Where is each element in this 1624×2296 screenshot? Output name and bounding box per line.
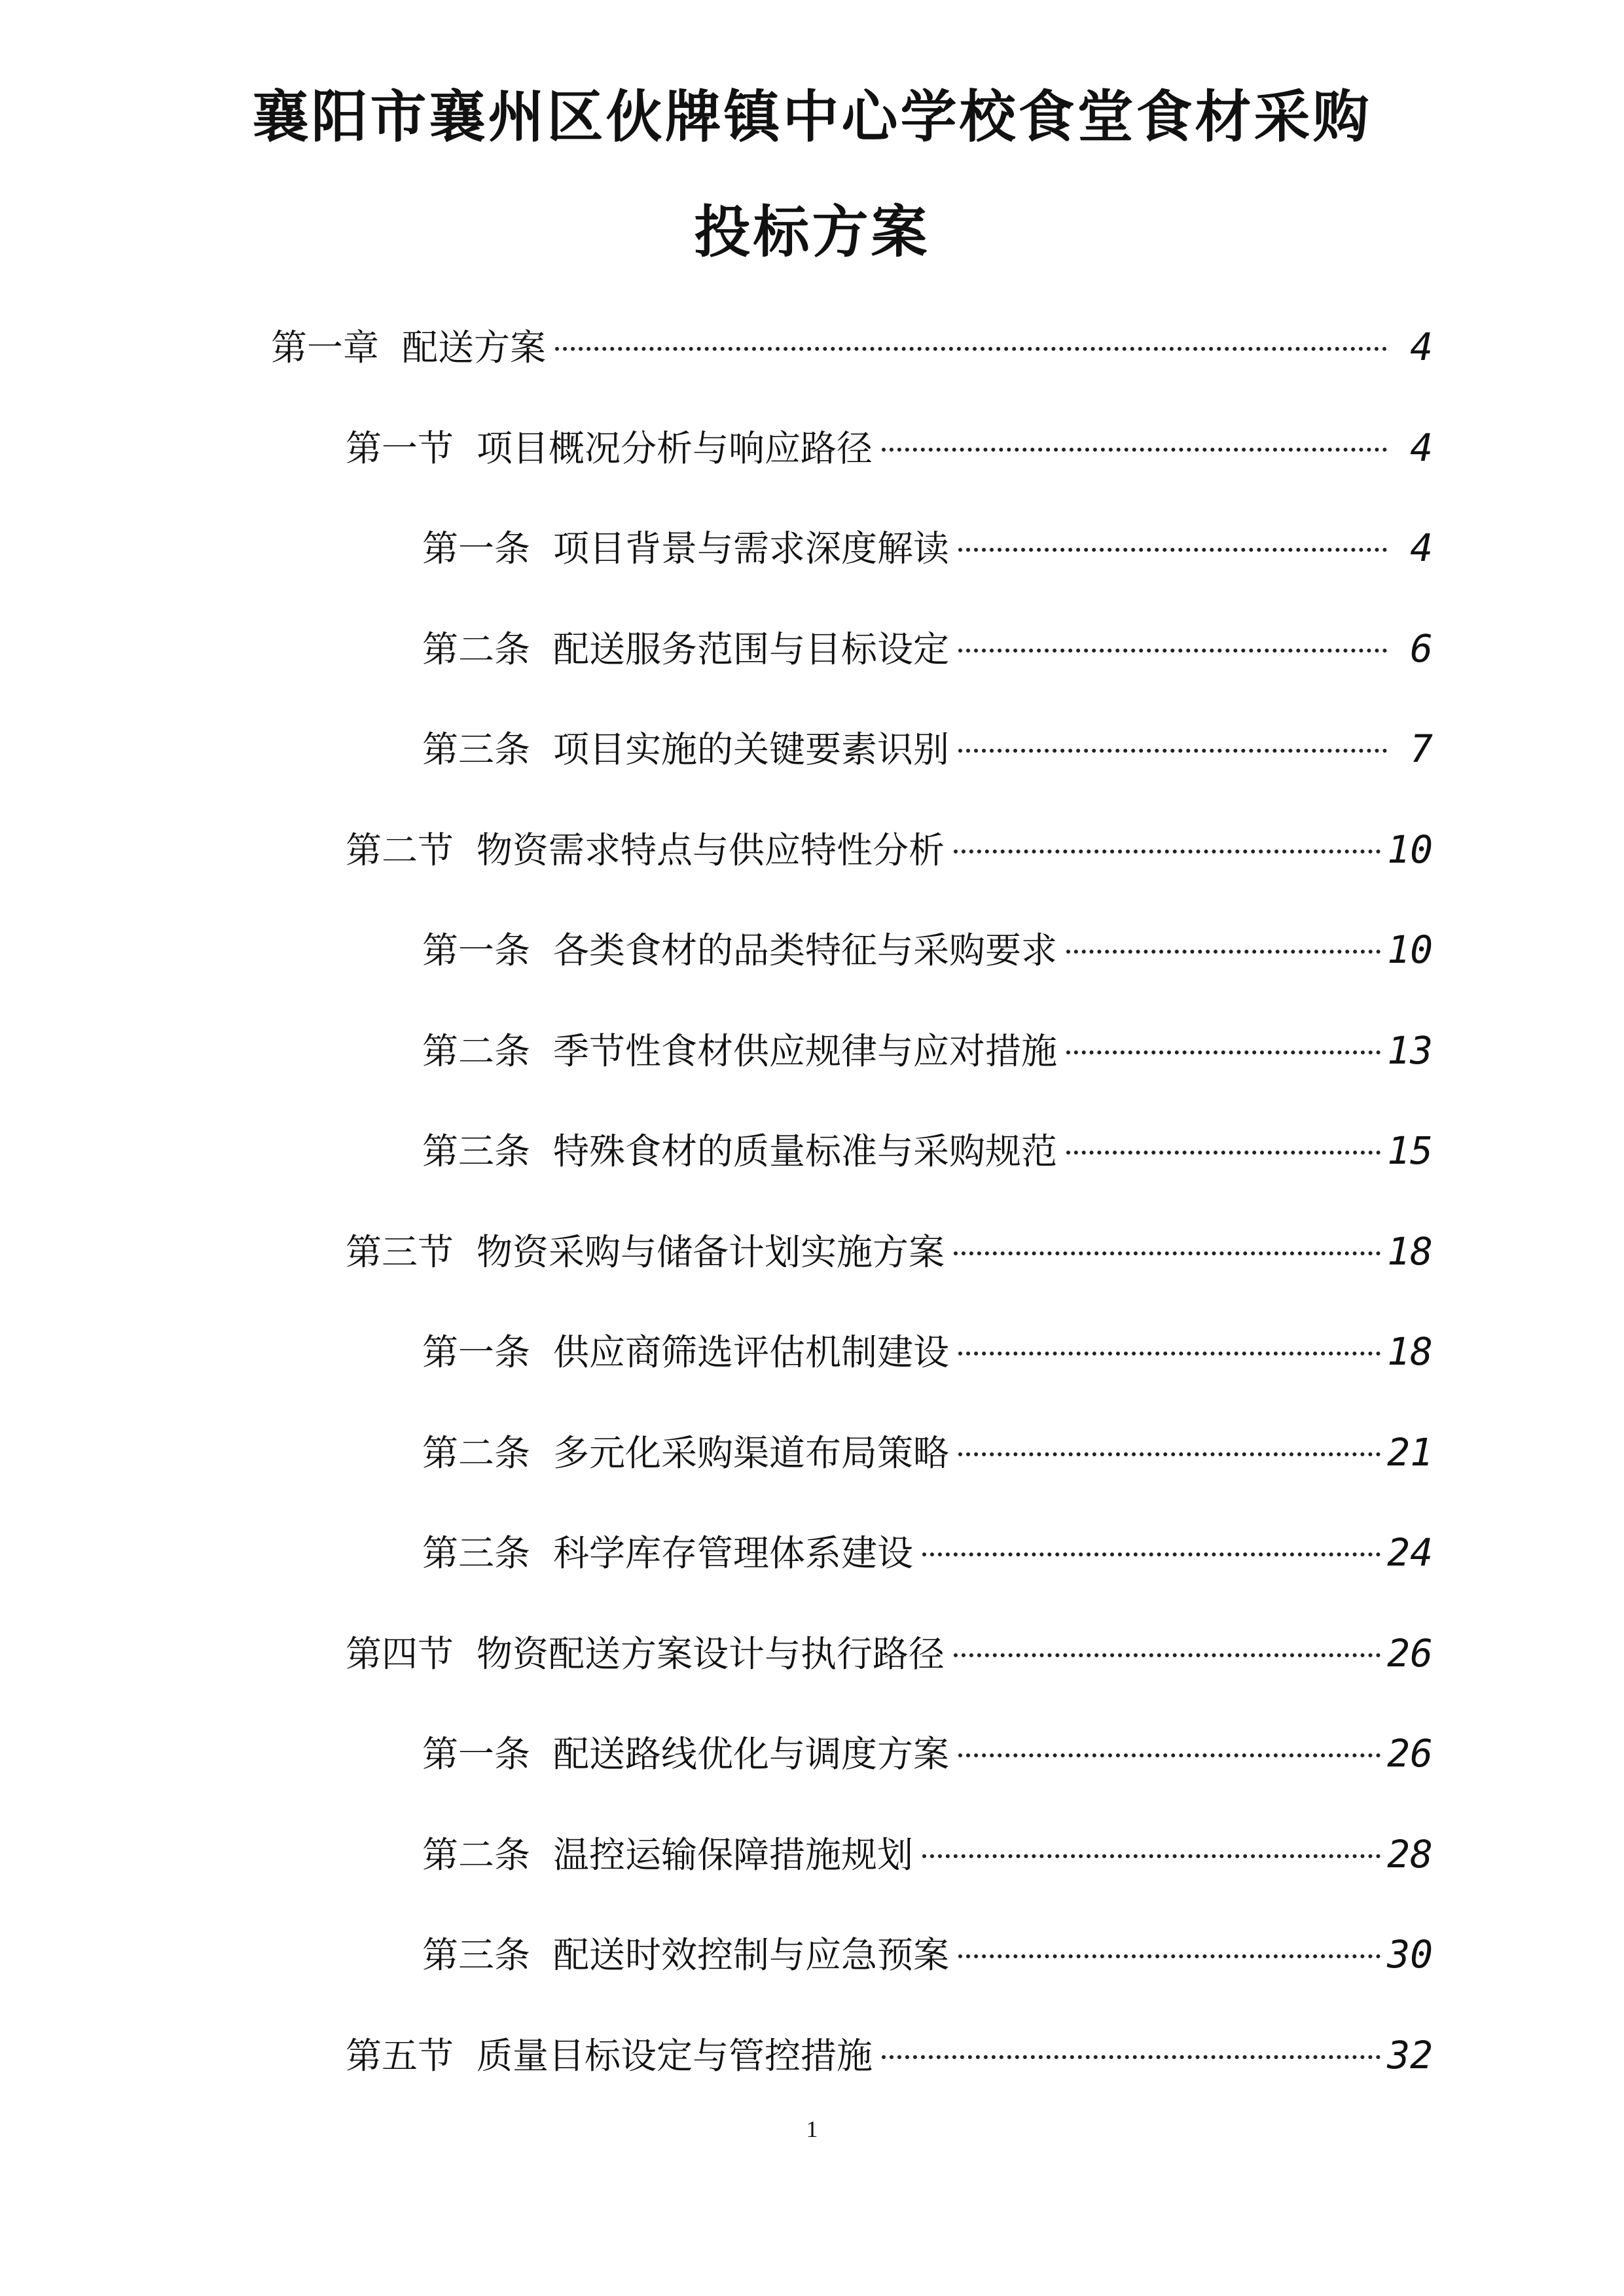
toc-entry-label: 第二节 物资需求特点与供应特性分析 (346, 829, 945, 871)
toc-entry[interactable] (422, 1426, 1433, 1479)
document-title-line-2: 投标方案 (694, 200, 930, 265)
toc-entry-page: 4 (1410, 526, 1433, 570)
toc-entry-label: 第一条 供应商筛选评估机制建设 (422, 1331, 949, 1373)
toc-entry-label: 第一条 项目背景与需求深度解读 (422, 528, 949, 569)
toc-leader-dots (922, 1854, 1380, 1858)
toc-entry[interactable] (422, 1526, 1433, 1579)
toc-entry-label: 第二条 温控运输保障措施规划 (422, 1834, 913, 1876)
toc-entry-label: 第二条 多元化采购渠道布局策略 (422, 1432, 949, 1474)
toc-leader-dots (1066, 1050, 1380, 1054)
document-title-line-1: 襄阳市襄州区伙牌镇中心学校食堂食材采购 (252, 84, 1372, 150)
toc-leader-dots (882, 2055, 1380, 2059)
toc-entry-page: 26 (1387, 1731, 1433, 1776)
toc-entry-label: 第三条 科学库存管理体系建设 (422, 1532, 913, 1574)
toc-leader-dots (954, 1251, 1380, 1255)
toc-leader-dots (1066, 950, 1380, 954)
toc-leader-dots (958, 1352, 1380, 1355)
toc-entry[interactable] (422, 1325, 1433, 1378)
toc-leader-dots (954, 1653, 1380, 1657)
toc-entry-label: 第一条 各类食材的品类特征与采购要求 (422, 929, 1057, 971)
toc-entry[interactable] (422, 1024, 1433, 1077)
toc-entry-page: 4 (1410, 425, 1433, 470)
toc-entry[interactable] (422, 723, 1433, 775)
toc-entry-label: 第一节 项目概况分析与响应路径 (346, 427, 873, 469)
toc-leader-dots (958, 1954, 1380, 1958)
toc-entry-label: 第三条 项目实施的关键要素识别 (422, 728, 949, 770)
toc-entry-label: 第三条 特殊食材的质量标准与采购规范 (422, 1130, 1057, 1172)
toc-entry[interactable] (422, 522, 1433, 574)
toc-entry-label: 第一条 配送路线优化与调度方案 (422, 1733, 949, 1775)
toc-entry-page: 15 (1387, 1128, 1433, 1173)
toc-entry-page: 7 (1410, 726, 1433, 771)
toc-entry[interactable] (346, 422, 1433, 474)
toc-entry-page: 21 (1387, 1430, 1433, 1475)
toc-entry[interactable] (422, 1124, 1433, 1177)
toc-leader-dots (882, 448, 1387, 452)
toc-entry-page: 18 (1387, 1329, 1433, 1374)
toc-leader-dots (958, 1753, 1380, 1757)
toc-entry[interactable] (346, 823, 1433, 876)
toc-leader-dots (958, 548, 1387, 552)
toc-entry[interactable] (422, 1828, 1433, 1880)
toc-entry-page: 10 (1387, 927, 1433, 972)
toc-entry[interactable] (422, 622, 1433, 675)
toc-entry-page: 30 (1387, 1932, 1433, 1977)
toc-leader-dots (958, 649, 1387, 653)
toc-entry-page: 6 (1410, 626, 1433, 671)
toc-entry-label: 第五节 质量目标设定与管控措施 (346, 2035, 873, 2077)
toc-entry-label: 第一章 配送方案 (271, 327, 546, 368)
toc-entry[interactable] (422, 1727, 1433, 1780)
toc-entry-page: 4 (1410, 325, 1433, 369)
toc-leader-dots (922, 1552, 1380, 1556)
toc-entry-page: 10 (1387, 827, 1433, 872)
toc-entry-label: 第二条 季节性食材供应规律与应对措施 (422, 1030, 1057, 1072)
toc-entry-label: 第三节 物资采购与储备计划实施方案 (346, 1231, 945, 1273)
toc-leader-dots (555, 347, 1387, 351)
toc-entry[interactable] (346, 1225, 1433, 1278)
toc-leader-dots (958, 749, 1387, 753)
toc-entry-label: 第二条 配送服务范围与目标设定 (422, 628, 949, 670)
toc-entry-page: 28 (1387, 1832, 1433, 1876)
toc-entry-page: 13 (1387, 1028, 1433, 1073)
toc-entry-page: 24 (1387, 1530, 1433, 1575)
toc-entry[interactable] (346, 1627, 1433, 1679)
toc-entry[interactable] (422, 924, 1433, 976)
toc-entry-page: 26 (1387, 1631, 1433, 1676)
toc-entry[interactable] (422, 1928, 1433, 1981)
toc-entry-label: 第三条 配送时效控制与应急预案 (422, 1934, 949, 1976)
toc-leader-dots (1066, 1151, 1380, 1155)
toc-entry-label: 第四节 物资配送方案设计与执行路径 (346, 1633, 945, 1675)
toc-entry[interactable] (346, 2029, 1433, 2081)
page-number: 1 (806, 2116, 818, 2142)
toc-entry-page: 18 (1387, 1229, 1433, 1274)
toc-entry[interactable] (271, 321, 1433, 373)
toc-entry-page: 32 (1387, 2033, 1433, 2077)
toc-leader-dots (958, 1452, 1380, 1456)
toc-leader-dots (954, 850, 1380, 853)
